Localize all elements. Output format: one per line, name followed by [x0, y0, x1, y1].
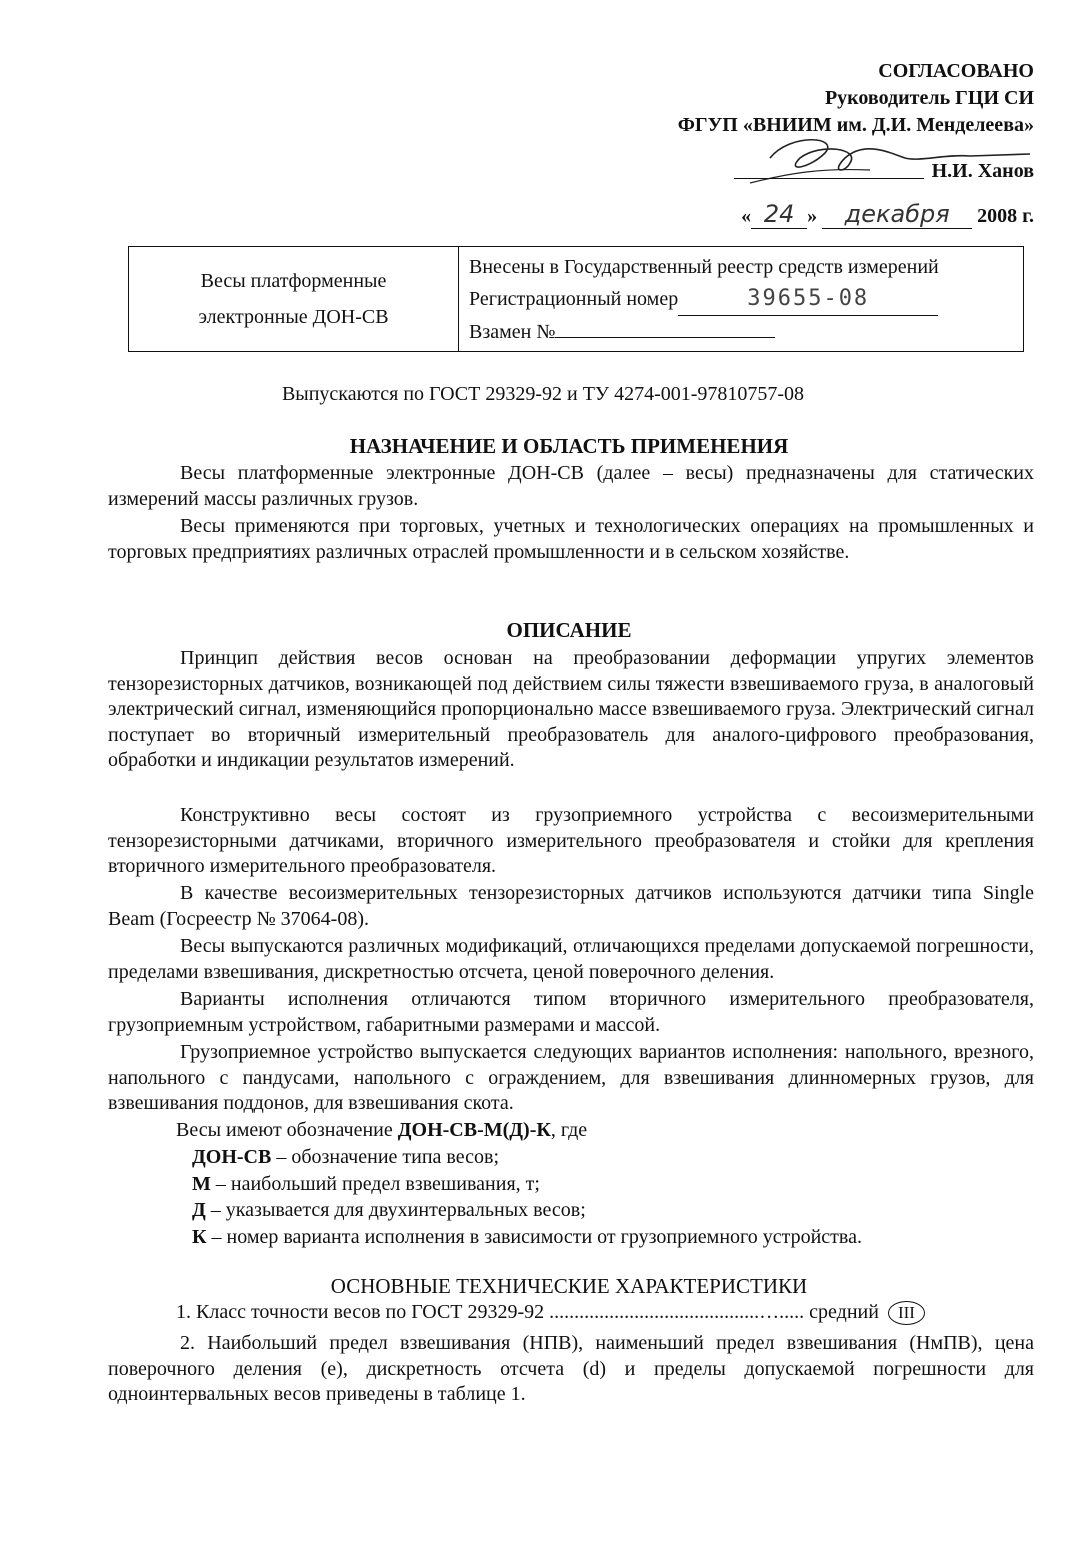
- legend-text: – указывается для двухинтервальных весов;: [205, 1199, 586, 1221]
- registry-number-label: Регистрационный номер: [469, 288, 679, 310]
- registration-table: [128, 246, 1024, 352]
- purpose-paragraph-2: Весы применяются при торговых, учетных и технологических операциях на промышленных и торговых предприятиях различных отраслей промышленности и в сельском хозяйстве.: [108, 515, 1034, 563]
- specs-heading: ОСНОВНЫЕ ТЕХНИЧЕСКИЕ ХАРАКТЕРИСТИКИ: [330, 1274, 808, 1298]
- description-paragraph-5: Варианты исполнения отличаются типом вторичного измерительного преобразователя, грузоприемным устройством, габаритными размерами и массой.: [108, 988, 1034, 1036]
- description-paragraph-2: Конструктивно весы состоят из грузоприемного устройства с весоизмерительными тензорезисторными датчиками, вторичного измерительного преобразователя и стойки для крепления вторичного измерительного преобразователя.: [108, 804, 1034, 877]
- signer-name: Н.И. Ханов: [931, 160, 1034, 182]
- registry-replace-label: Взамен №: [469, 321, 556, 343]
- legend-item: [192, 1224, 1032, 1251]
- registry-number-row: [469, 283, 1013, 316]
- approval-date: [741, 200, 1034, 229]
- date-year: 2008 г.: [977, 205, 1034, 227]
- legend-key: Д: [192, 1199, 206, 1221]
- accuracy-class-badge: III: [888, 1301, 925, 1325]
- purpose-paragraph-1: Весы платформенные электронные ДОН-СВ (далее – весы) предназначены для статических измерений массы различных грузов.: [108, 462, 1034, 510]
- designation-suffix: , где: [550, 1119, 588, 1141]
- registry-replace-field: [555, 317, 775, 338]
- legend-key: М: [192, 1172, 211, 1195]
- registry-number-value: 39655-08: [747, 286, 870, 311]
- product-name-line2: электронные ДОН-СВ: [198, 306, 389, 328]
- purpose-heading: НАЗНАЧЕНИЕ И ОБЛАСТЬ ПРИМЕНЕНИЯ: [349, 434, 789, 458]
- date-month: декабря: [822, 200, 972, 229]
- registry-number-field: [678, 283, 938, 316]
- legend-text: – обозначение типа весов;: [271, 1146, 500, 1168]
- description-paragraph-6: Грузоприемное устройство выпускается следующих вариантов исполнения: напольного, врезного, напольного с пандусами, напольного с ограждением, для взвешивания длинномерных грузов, для взвешивания поддонов, для взвешивания скота.: [108, 1041, 1034, 1114]
- specs-item-1: [176, 1300, 1046, 1326]
- designation-line: [176, 1118, 1016, 1144]
- production-standard: Выпускаются по ГОСТ 29329-92 и ТУ 4274-001-97810757-08: [281, 383, 805, 405]
- specs-item-2: 2. Наибольший предел взвешивания (НПВ), наименьший предел взвешивания (НмПВ), цена поверочного деления (е), дискретность отсчета (d) и пределы допускаемой погрешности для одноинтервальных весов приведены в таблице 1.: [108, 1332, 1034, 1405]
- date-quote-close: »: [807, 205, 818, 227]
- approval-title: СОГЛАСОВАНО: [878, 60, 1034, 82]
- signature-rule: [734, 178, 924, 179]
- description-paragraph-4: Весы выпускаются различных модификаций, отличающихся пределами допускаемой погрешности, пределами взвешивания, дискретностью отсчета, ценой поверочного деления.: [108, 935, 1034, 983]
- designation-legend: [192, 1144, 1032, 1250]
- product-name-cell: [129, 247, 459, 351]
- legend-key: ДОН-СВ: [192, 1146, 272, 1168]
- registry-entered: Внесены в Государственный реестр средств измерений: [469, 256, 939, 278]
- signer-line: [734, 160, 1034, 190]
- legend-item: [192, 1144, 1032, 1171]
- designation-code: ДОН-СВ-М(Д)-К: [397, 1119, 551, 1141]
- approval-block: [514, 58, 1034, 139]
- description-heading: ОПИСАНИЕ: [506, 618, 632, 642]
- description-paragraph-3: В качестве весоизмерительных тензорезисторных датчиков используются датчики типа Single Beam (Госреестр № 37064-08).: [108, 882, 1034, 930]
- designation-prefix: Весы имеют обозначение: [176, 1119, 398, 1141]
- registry-cell: [459, 247, 1023, 351]
- approval-position: Руководитель ГЦИ СИ: [824, 87, 1034, 109]
- product-name-line1: Весы платформенные: [200, 270, 387, 292]
- legend-text: – наибольший предел взвешивания, т;: [210, 1172, 540, 1195]
- description-paragraph-1: Принцип действия весов основан на преобразовании деформации упругих элементов тензорезисторных датчиков, возникающей под действием силы тяжести взвешиваемого груза, в аналоговый электрический сигнал, изменяющийся пропорционально массе взвешиваемого груза. Электрический сигнал поступает во вторичный измерительный преобразователь для аналого-цифрового преобразования, обработки и индикации результатов измерений.: [108, 647, 1034, 771]
- legend-key: К: [192, 1225, 207, 1248]
- legend-item: [192, 1197, 1032, 1224]
- date-day: 24: [751, 200, 807, 229]
- approval-organization: ФГУП «ВНИИМ им. Д.И. Менделеева»: [677, 114, 1034, 136]
- date-quote-open: «: [741, 205, 752, 227]
- registry-replace-row: [469, 316, 1013, 348]
- legend-text: – номер варианта исполнения в зависимости от грузоприемного устройства.: [206, 1225, 862, 1248]
- legend-item: [192, 1171, 1032, 1198]
- specs-item-1-text: 1. Класс точности весов по ГОСТ 29329-92 ..........................................…..... средний: [176, 1301, 879, 1323]
